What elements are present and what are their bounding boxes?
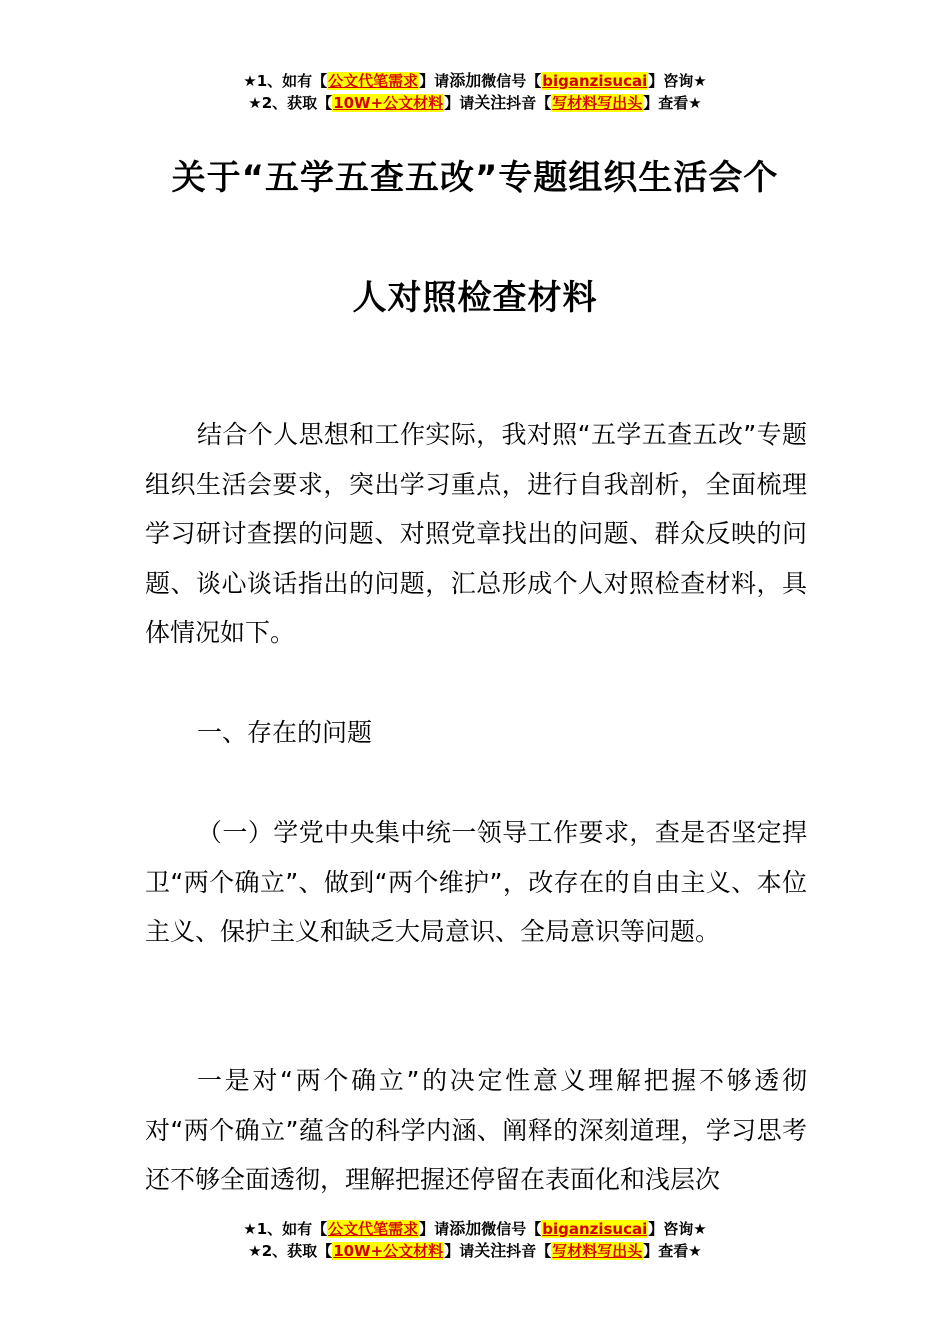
highlight-materials: 10W+公文材料 (333, 94, 444, 112)
highlight-materials: 10W+公文材料 (333, 1242, 444, 1260)
document-title-line-2: 人对照检查材料 (352, 278, 598, 318)
highlight-douyin: 写材料写出头 (552, 94, 643, 112)
banner-line-2 (0, 92, 950, 114)
highlight-service: 公文代笔需求 (328, 1220, 419, 1238)
paragraph-intro: 结合个人思想和工作实际，我对照“五学五查五改”专题组织生活会要求，突出学习重点，进行自我剖析，全面梳理学习研讨查摆的问题、对照党章找出的问题、群众反映的问题、谈心谈话指出的问题，汇总形成个人对照检查材料，具体情况如下。 (145, 420, 807, 647)
banner-text: 】请 (419, 1220, 450, 1238)
paragraph-point-1: 一是对“两个确立”的决定性意义理解把握不够透彻对“两个确立”蕴含的科学内涵、阐释的深刻道理，学习思考还不够全面透彻，理解把握还停留在表面化和浅层次 (145, 1066, 807, 1194)
banner-text: ★2、获取【 (248, 94, 333, 112)
highlight-wechat-id: biganzisucai (542, 72, 648, 90)
banner-line-2 (0, 1240, 950, 1262)
heading-section-1: 一、存在的问题 (197, 718, 373, 747)
top-banner (0, 70, 950, 114)
banner-emphasis: 关注 (474, 93, 507, 112)
highlight-douyin: 写材料写出头 (552, 1242, 643, 1260)
banner-emphasis: 添加 (449, 71, 482, 90)
banner-text: 】请 (444, 1242, 475, 1260)
banner-line-1 (0, 70, 950, 92)
highlight-service: 公文代笔需求 (328, 72, 419, 90)
banner-text: 微信号【 (481, 72, 542, 90)
banner-text: 抖音【 (506, 1242, 552, 1260)
banner-text: ★1、如有【 (243, 1220, 328, 1238)
banner-text: 】查看★ (643, 1242, 702, 1260)
highlight-wechat-id: biganzisucai (542, 1220, 648, 1238)
bottom-banner (0, 1218, 950, 1262)
banner-text: 】咨询★ (648, 1220, 707, 1238)
banner-text: 抖音【 (506, 94, 552, 112)
banner-text: 】咨询★ (648, 72, 707, 90)
banner-text: ★1、如有【 (243, 72, 328, 90)
paragraph-subsection-1: （一）学党中央集中统一领导工作要求，查是否坚定捍卫“两个确立”、做到“两个维护”，改存在的自由主义、本位主义、保护主义和缺乏大局意识、全局意识等问题。 (145, 818, 807, 946)
document-title-line-1: 关于“五学五查五改”专题组织生活会个 (171, 158, 779, 198)
banner-text: ★2、获取【 (248, 1242, 333, 1260)
banner-text: 】请 (419, 72, 450, 90)
banner-line-1 (0, 1218, 950, 1240)
banner-emphasis: 添加 (449, 1219, 482, 1238)
banner-text: 】查看★ (643, 94, 702, 112)
banner-emphasis: 关注 (474, 1241, 507, 1260)
banner-text: 】请 (444, 94, 475, 112)
banner-text: 微信号【 (481, 1220, 542, 1238)
